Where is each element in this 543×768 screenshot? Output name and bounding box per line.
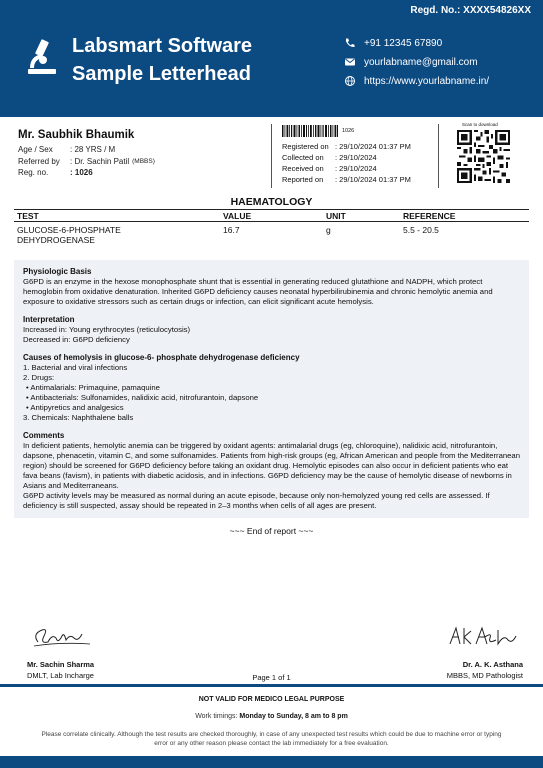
header-reference: REFERENCE (403, 210, 456, 221)
scan-label: Scan to download (462, 122, 498, 127)
right-signatory-designation: MBBS, MD Pathologist (446, 671, 523, 680)
reported-label: Reported on (282, 175, 324, 184)
globe-icon (344, 75, 356, 87)
list-item: • Antimalarials: Primaquine, pamaquine (26, 383, 160, 392)
notes-panel (14, 260, 529, 518)
reported-value: : 29/10/2024 01:37 PM (335, 175, 411, 184)
barcode-number: 1026 (342, 128, 355, 134)
end-of-report: ~~~ End of report ~~~ (229, 526, 314, 536)
collected-label: Collected on (282, 153, 324, 162)
footer-note: Please correlate clinically. Although the test results are checked thoroughly, in case of any unexpected test results which could be due to machine error or typing error or any other reason please contact the lab immediately for a free evaluation. (41, 731, 502, 747)
table-row (14, 222, 529, 245)
received-row (282, 163, 411, 174)
interp-line-1: Increased in: Young erythrocytes (reticulocytosis) (23, 325, 191, 334)
contact-block (344, 34, 489, 91)
footer-timings (0, 713, 543, 720)
right-signatory-name: Dr. A. K. Asthana (462, 660, 523, 669)
collected-row (282, 152, 411, 163)
page-number: Page 1 of 1 (252, 673, 291, 682)
section-title: HAEMATOLOGY (230, 196, 313, 208)
patient-name: Mr. Saubhik Bhaumik (18, 129, 135, 141)
referred-value: : Dr. Sachin Patil (70, 156, 130, 166)
microscope-icon (26, 38, 58, 76)
comments-title: Comments (23, 431, 65, 440)
interp-title: Interpretation (23, 315, 75, 324)
barcode-icon (282, 125, 338, 137)
dates-block (282, 141, 411, 185)
list-item: 1. Bacterial and viral infections (23, 363, 128, 372)
list-item: 3. Chemicals: Naphthalene balls (23, 413, 134, 422)
cell-unit: g (326, 225, 331, 235)
referred-suffix: (MBBS) (132, 157, 155, 165)
results-table (14, 209, 529, 245)
registered-label: Registered on (282, 142, 329, 151)
footer-validity: NOT VALID FOR MEDICO LEGAL PURPOSE (198, 696, 345, 703)
received-value: : 29/10/2024 (335, 164, 377, 173)
test-name-line-1: GLUCOSE-6-PHOSPHATE (17, 225, 121, 235)
letterhead-header (0, 0, 543, 117)
list-item: • Antibacterials: Sulfonamides, nalidixic acid, nitrofurantoin, dapsone (26, 393, 259, 402)
comments-text-2: G6PD activity levels may be measured as normal during an acute episode, because only non-hemolyzed young red cells are assessed. If deficiency is still suspected, assay should be repeated in 2–3 months when cells of all ages are present. (23, 491, 490, 510)
email-icon (344, 56, 356, 68)
physio-title: Physiologic Basis (23, 267, 92, 276)
header-test: TEST (17, 210, 39, 221)
left-signatory-designation: DMLT, Lab Incharge (27, 671, 94, 680)
signature-left (30, 622, 94, 652)
header-value: VALUE (223, 210, 252, 221)
contact-email (344, 53, 489, 71)
signature-right (446, 622, 520, 652)
patient-info (18, 129, 268, 179)
causes-title: Causes of hemolysis in glucose-6- phosphate dehydrogenase deficiency (23, 353, 300, 362)
reg-label: Reg. no. (18, 168, 49, 178)
qr-code-icon[interactable] (457, 130, 510, 183)
collected-value: : 29/10/2024 (335, 153, 377, 162)
footer-divider (0, 684, 543, 687)
website-url[interactable]: https://www.yourlabname.in/ (364, 75, 490, 87)
list-item: 2. Drugs: (23, 373, 55, 382)
reported-row (282, 174, 411, 185)
interp-line-2: Decreased in: G6PD deficiency (23, 335, 130, 344)
received-label: Received on (282, 164, 324, 173)
physio-text: G6PD is an enzyme in the hexose monophosphate shunt that is essential in generating reduced glutathione and NADPH, which protect hemoglobin from oxidative denaturation. Inherited G6PD deficiency causes neonatal hyperbilirubinemia and chronic hemolytic anemia and exposure to oxidative stressors such as certain drugs or infection, can elicit significant acute hemolysis. (23, 277, 493, 306)
age-sex-row (18, 144, 268, 156)
registered-row (282, 141, 411, 152)
contact-website (344, 72, 489, 90)
comments-text-1: In deficient patients, hemolytic anemia can be triggered by oxidant agents: antimalarial drugs (eg, chloroquine), nalidixic acid, nitrofurantoin, dapsone, phenacetin, vitamin C, and some sulfonamides. Patients from high-risk groups (eg, African American and people from the Mediterranean region) should be screened for G6PD deficiency before taking an oxidant drug. Hemolytic episodes can also occur in deficient patients who eat fava beans (favism), in patients with diabetic acidosis, and in infections. G6PD deficiency may be the cause of hemolytic disease of newborns in Asians and Mediterraneans. (23, 441, 520, 490)
brand-name (72, 32, 252, 88)
cell-reference: 5.5 - 20.5 (403, 225, 439, 235)
left-signatory-name: Mr. Sachin Sharma (27, 660, 95, 669)
referred-label: Referred by (18, 156, 60, 166)
list-item: • Antipyretics and analgesics (26, 403, 124, 412)
phone-icon (344, 37, 356, 49)
test-name-line-2: DEHYDROGENASE (17, 235, 95, 245)
footer-bar (0, 756, 543, 768)
brand-line-2: Sample Letterhead (72, 63, 251, 85)
timings-value: Monday to Sunday, 8 am to 8 pm (239, 713, 348, 720)
cell-test (14, 225, 223, 245)
cell-value: 16.7 (223, 225, 240, 235)
referred-row (18, 156, 268, 168)
contact-phone (344, 34, 489, 52)
timings-label: Work timings: (195, 713, 238, 720)
reg-row (18, 167, 268, 179)
divider (271, 124, 272, 188)
email-address[interactable]: yourlabname@gmail.com (364, 56, 478, 68)
reg-value: : 1026 (70, 168, 93, 178)
age-sex-label: Age / Sex (18, 145, 53, 155)
table-header (14, 209, 529, 222)
header-unit: UNIT (326, 210, 346, 221)
registered-value: : 29/10/2024 01:37 PM (335, 142, 411, 151)
phone-number: +91 12345 67890 (364, 37, 443, 49)
age-sex-value: : 28 YRS / M (70, 145, 116, 155)
regd-number: Regd. No.: XXXX54826XX (410, 5, 531, 16)
brand-line-1: Labsmart Software (72, 35, 253, 57)
divider (438, 124, 439, 188)
